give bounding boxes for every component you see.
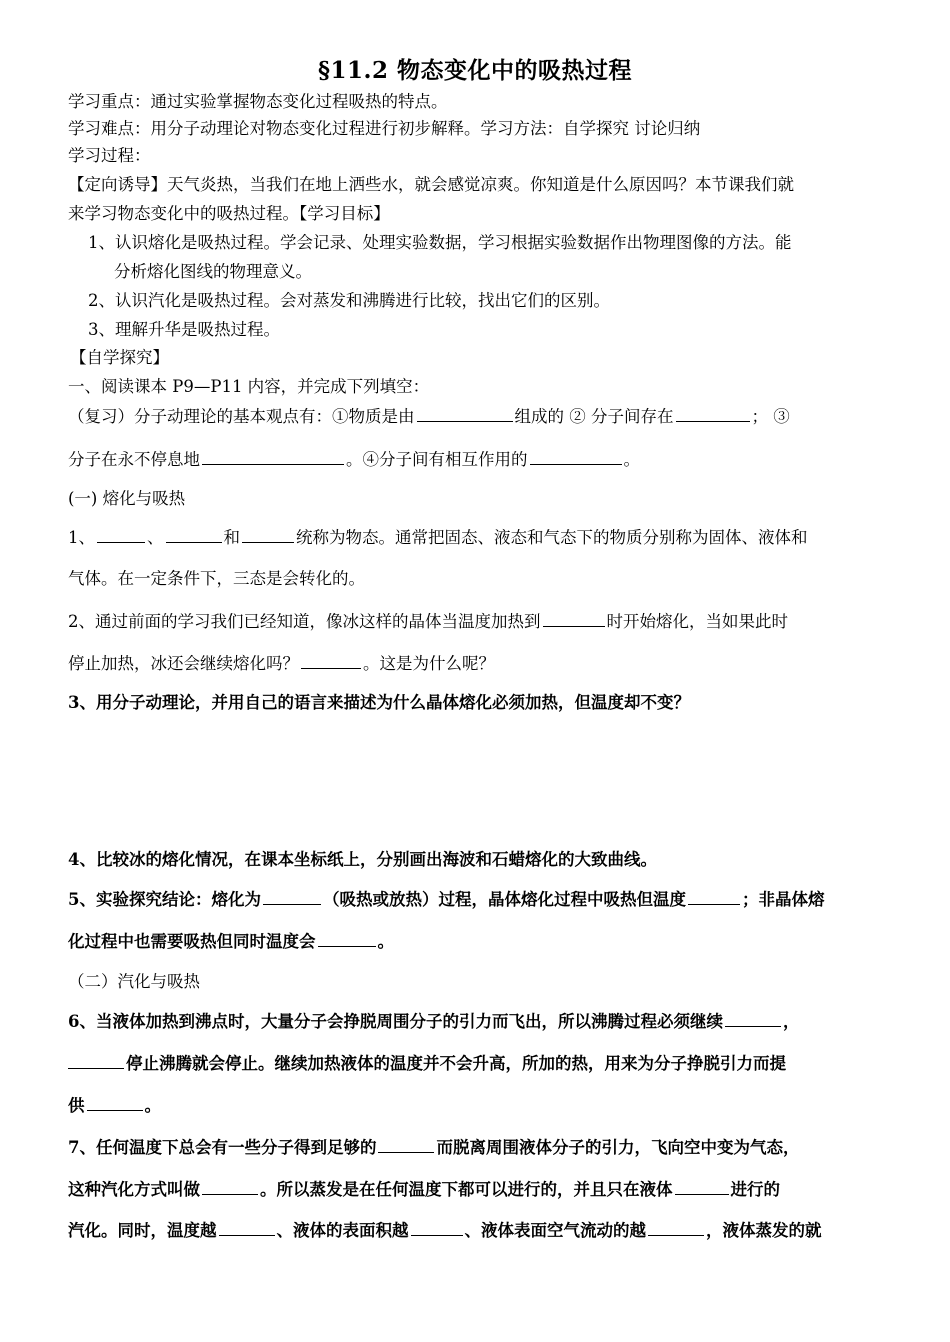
blank-field[interactable] bbox=[219, 1219, 275, 1236]
q5-text-d: 化过程中也需要吸热但同时温度会 bbox=[68, 932, 316, 951]
key-point: 学习重点：通过实验掌握物态变化过程吸热的特点。 bbox=[68, 92, 448, 111]
blank-field[interactable] bbox=[648, 1219, 704, 1236]
q7-line-2 bbox=[68, 1178, 888, 1201]
read-text: 一、阅读课本 P9—P11 内容，并完成下列填空： bbox=[68, 377, 430, 396]
review-text-c: ； ③ bbox=[751, 407, 790, 426]
section-1-heading: (一) 熔化与吸热 bbox=[68, 489, 186, 508]
intro-line-1: 【定向诱导】天气炎热，当我们在地上洒些水，就会感觉凉爽。你知道是什么原因吗？本节课我们就 bbox=[68, 175, 794, 194]
q4: 4、比较冰的熔化情况，在课本坐标纸上，分别画出海波和石蜡熔化的大致曲线。 bbox=[68, 850, 657, 869]
q3: 3、用分子动理论，并用自己的语言来描述为什么晶体熔化必须加热，但温度却不变？ bbox=[68, 693, 690, 712]
goal-1a: 1、认识熔化是吸热过程。学会记录、处理实验数据，学习根据实验数据作出物理图像的方法。能 bbox=[88, 233, 792, 252]
q6-line-2 bbox=[68, 1052, 888, 1075]
blank-field[interactable] bbox=[688, 888, 740, 905]
q2-line-2 bbox=[68, 652, 888, 675]
blank-field[interactable] bbox=[202, 1178, 258, 1195]
q7-text-e: 进行的 bbox=[730, 1180, 780, 1199]
q6-text-e: 。 bbox=[144, 1096, 161, 1115]
blank-field[interactable] bbox=[725, 1010, 781, 1027]
blank-field[interactable] bbox=[676, 405, 750, 422]
q5-text-c: ；非晶体熔 bbox=[741, 890, 825, 909]
q2-text-a: 2、通过前面的学习我们已经知道，像冰这样的晶体当温度加热到 bbox=[68, 612, 541, 631]
q7-text-i: ，液体蒸发的就 bbox=[706, 1221, 822, 1240]
q2-text-c: 停止加热，冰还会继续熔化吗？ bbox=[68, 654, 299, 673]
q1-line-2: 气体。在一定条件下，三态是会转化的。 bbox=[68, 569, 365, 588]
q2-text-b: 时开始熔化，当如果此时 bbox=[606, 612, 788, 631]
blank-field[interactable] bbox=[87, 1094, 143, 1111]
q7-text-g: 、液体的表面积越 bbox=[276, 1221, 409, 1240]
q1-text-a: 1、 bbox=[68, 528, 95, 547]
blank-field[interactable] bbox=[318, 930, 376, 947]
q7-text-c: 这种汽化方式叫做 bbox=[68, 1180, 200, 1199]
goal-1b: 分析熔化图线的物理意义。 bbox=[114, 262, 312, 281]
q6-text-a: 6、当液体加热到沸点时，大量分子会挣脱周围分子的引力而飞出，所以沸腾过程必须继续 bbox=[68, 1012, 723, 1031]
q6-text-d: 供 bbox=[68, 1096, 85, 1115]
q7-text-f: 汽化。同时，温度越 bbox=[68, 1221, 217, 1240]
difficulty: 学习难点：用分子动理论对物态变化过程进行初步解释。学习方法：自学探究 讨论归纳 bbox=[68, 119, 701, 138]
q2-line-1 bbox=[68, 610, 888, 633]
q1-sep-2: 和 bbox=[223, 528, 240, 547]
q5-text-b: （吸热或放热）过程，晶体熔化过程中吸热但温度 bbox=[322, 890, 686, 909]
review-text-f: 。 bbox=[623, 450, 640, 469]
review-text-b: 组成的 ② 分子间存在 bbox=[514, 407, 674, 426]
section-2-heading: （二）汽化与吸热 bbox=[68, 972, 200, 991]
page-title: §11.2 物态变化中的吸热过程 bbox=[317, 57, 633, 84]
q7-text-b: 而脱离周围液体分子的引力，飞向空中变为气态， bbox=[436, 1138, 800, 1157]
blank-field[interactable] bbox=[97, 526, 145, 543]
q5-text-a: 5、实验探究结论：熔化为 bbox=[68, 890, 261, 909]
process-label: 学习过程： bbox=[68, 146, 151, 165]
review-text-a: （复习）分子动理论的基本观点有：①物质是由 bbox=[68, 407, 415, 426]
blank-field[interactable] bbox=[68, 1052, 124, 1069]
blank-field[interactable] bbox=[301, 652, 361, 669]
blank-field[interactable] bbox=[543, 610, 605, 627]
goal-3: 3、理解升华是吸热过程。 bbox=[88, 320, 280, 339]
blank-field[interactable] bbox=[417, 405, 513, 422]
q6-line-1 bbox=[68, 1010, 888, 1033]
q5-line-1 bbox=[68, 888, 888, 911]
q7-text-d: 。所以蒸发是在任何温度下都可以进行的，并且只在液体 bbox=[260, 1180, 673, 1199]
review-text-e: 。④分子间有相互作用的 bbox=[346, 450, 528, 469]
q7-line-1 bbox=[68, 1136, 888, 1159]
review-line-1 bbox=[68, 405, 888, 428]
q5-text-e: 。 bbox=[377, 932, 394, 951]
review-text-d: 分子在永不停息地 bbox=[68, 450, 200, 469]
q6-text-b: ， bbox=[782, 1012, 800, 1031]
blank-field[interactable] bbox=[675, 1178, 729, 1195]
q1-sep-1: 、 bbox=[147, 528, 164, 547]
blank-field[interactable] bbox=[166, 526, 222, 543]
blank-field[interactable] bbox=[378, 1136, 434, 1153]
blank-field[interactable] bbox=[411, 1219, 463, 1236]
intro-line-2: 来学习物态变化中的吸热过程。【学习目标】 bbox=[68, 204, 390, 223]
blank-field[interactable] bbox=[202, 448, 344, 465]
q7-text-h: 、液体表面空气流动的越 bbox=[464, 1221, 646, 1240]
goal-2: 2、认识汽化是吸热过程。会对蒸发和沸腾进行比较，找出它们的区别。 bbox=[88, 291, 610, 310]
blank-field[interactable] bbox=[242, 526, 294, 543]
q1-line-1 bbox=[68, 526, 888, 549]
self-study-heading: 【自学探究】 bbox=[70, 348, 169, 367]
q6-line-3 bbox=[68, 1094, 888, 1117]
q6-text-c: 停止沸腾就会停止。继续加热液体的温度并不会升高，所加的热，用来为分子挣脱引力而提 bbox=[126, 1054, 786, 1073]
q7-line-3 bbox=[68, 1219, 888, 1242]
review-line-2 bbox=[68, 448, 888, 471]
q2-text-d: 。这是为什么呢？ bbox=[363, 654, 495, 673]
q7-text-a: 7、任何温度下总会有一些分子得到足够的 bbox=[68, 1138, 377, 1157]
blank-field[interactable] bbox=[530, 448, 622, 465]
q1-text-b: 统称为物态。通常把固态、液态和气态下的物质分别称为固体、液体和 bbox=[296, 528, 808, 547]
q5-line-2 bbox=[68, 930, 888, 953]
read-instruction bbox=[68, 376, 888, 398]
blank-field[interactable] bbox=[263, 888, 321, 905]
